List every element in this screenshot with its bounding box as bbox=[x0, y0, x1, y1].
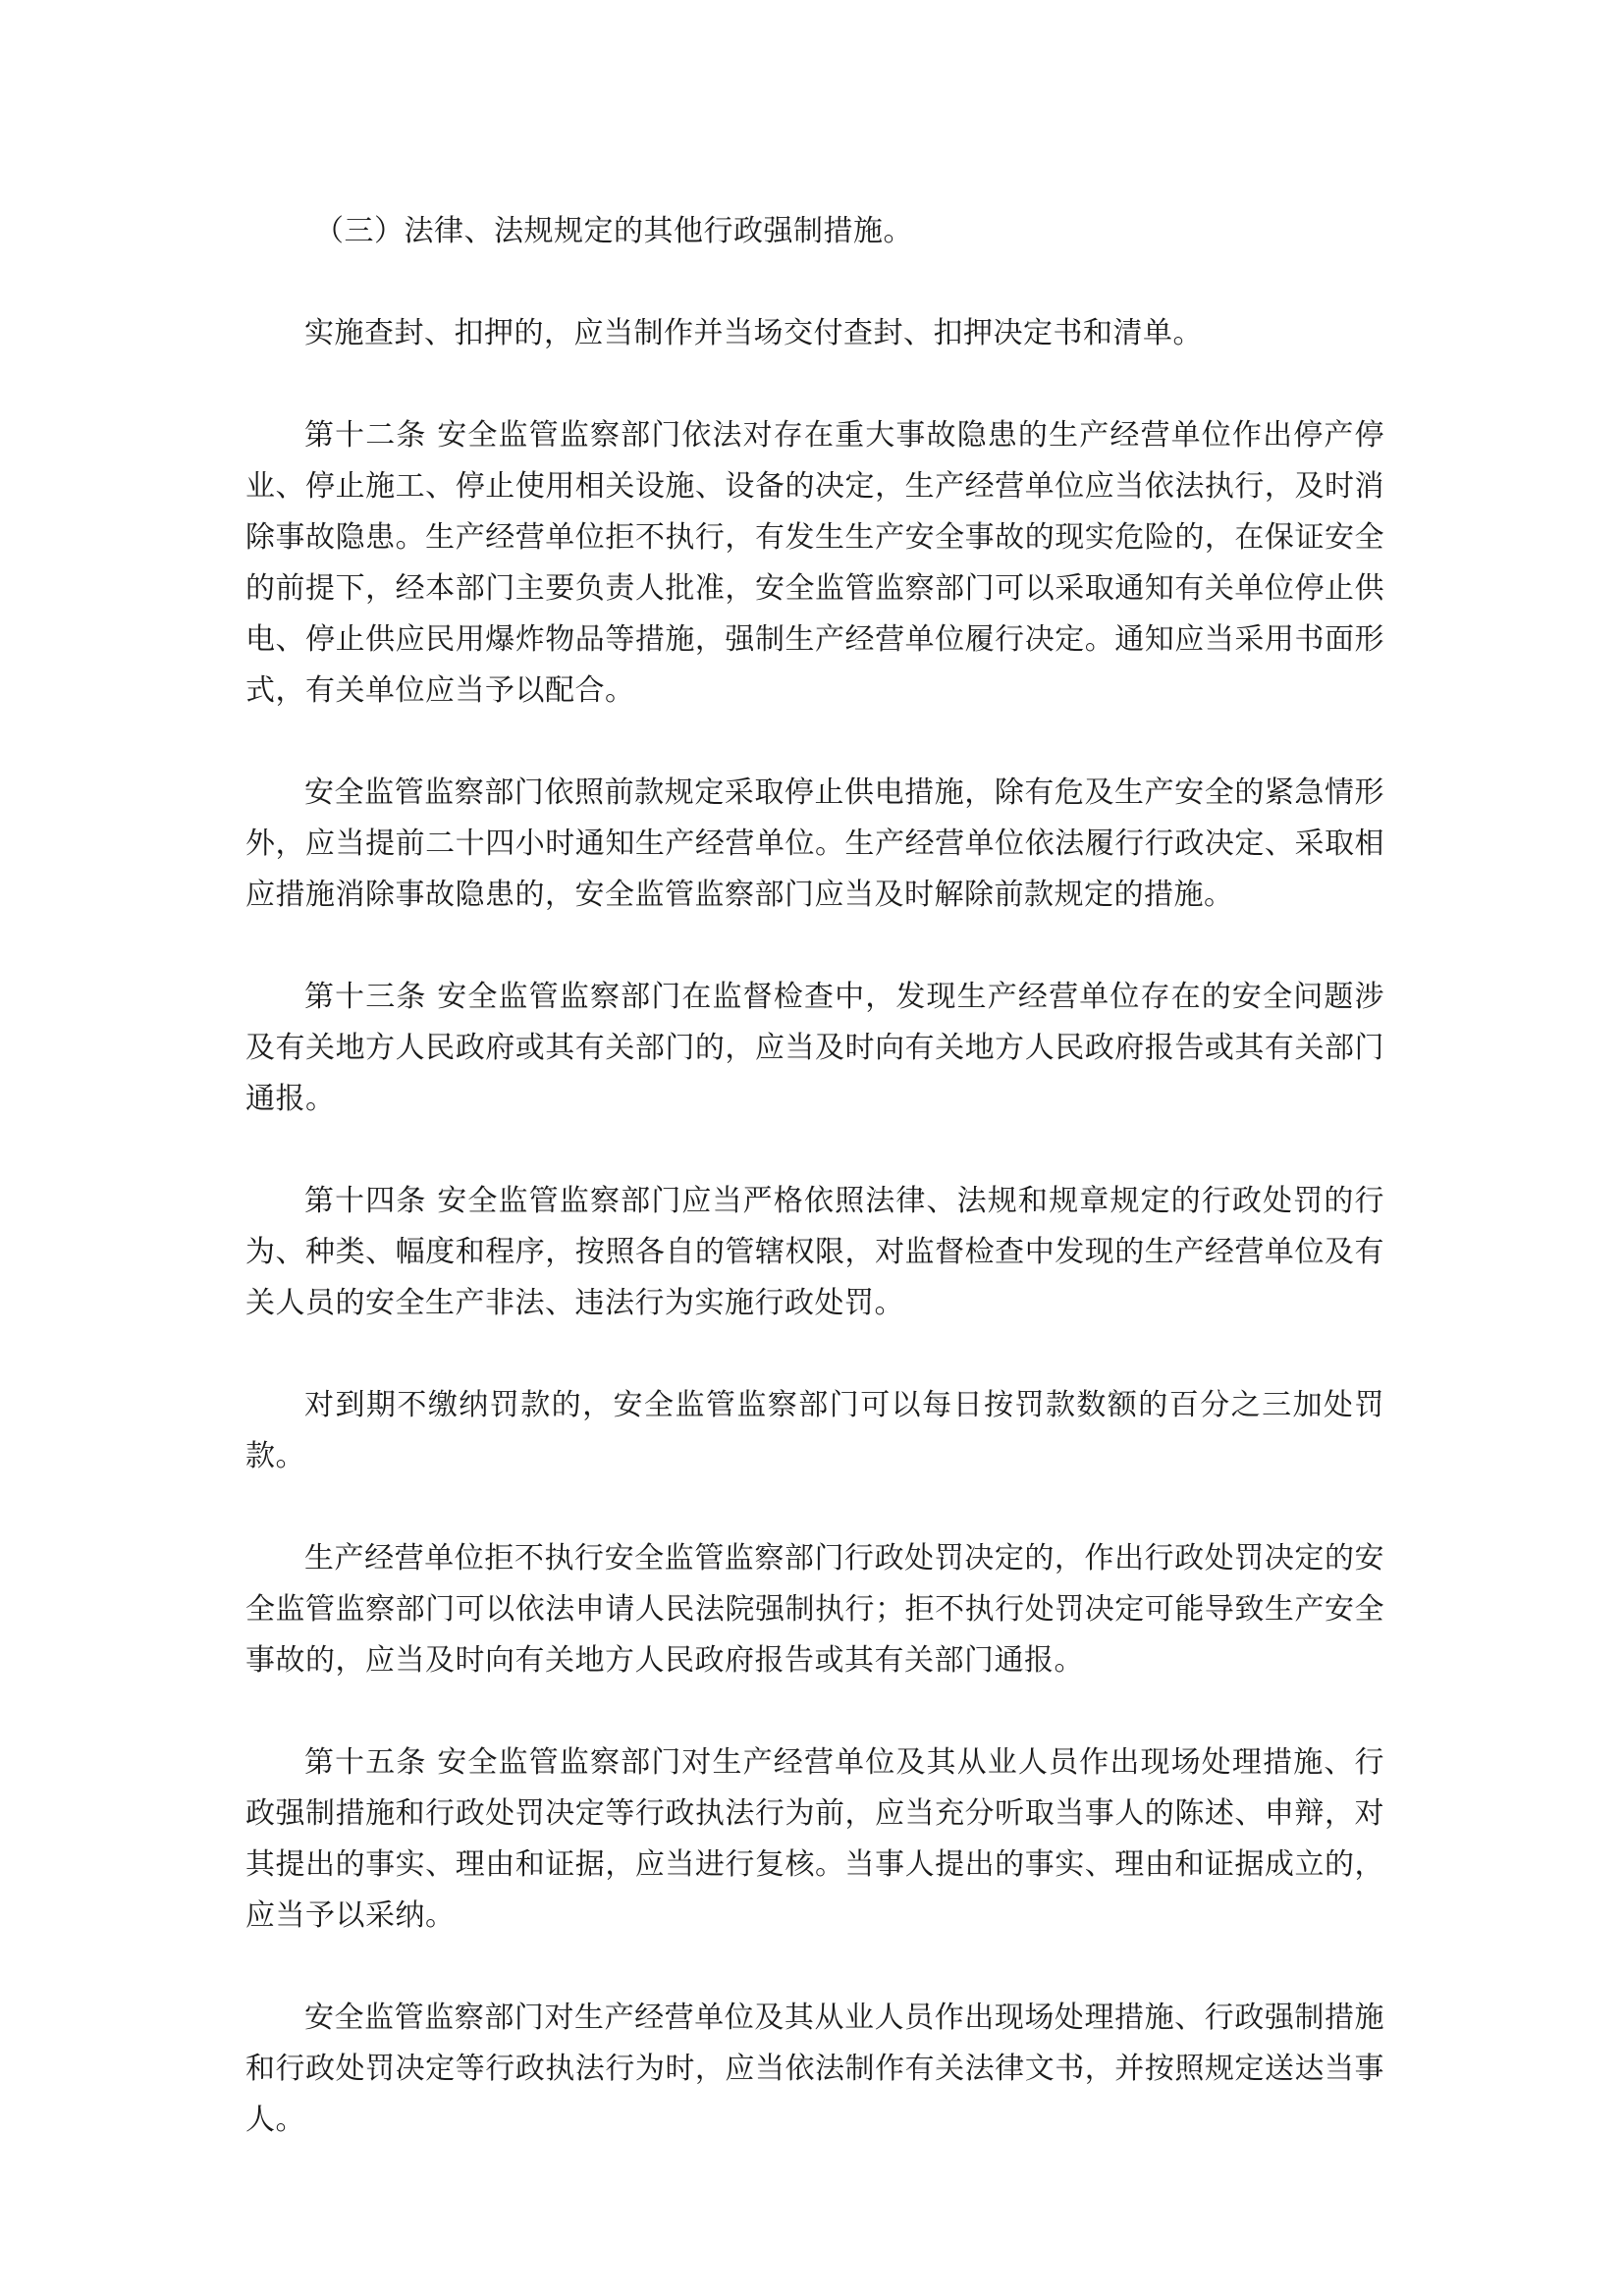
paragraph-article-13: 第十三条 安全监管监察部门在监督检查中，发现生产经营单位存在的安全问题涉及有关地方人民政府或其有关部门的，应当及时向有关地方人民政府报告或其有关部门通报。 bbox=[245, 980, 1384, 1116]
paragraph-article-15: 第十五条 安全监管监察部门对生产经营单位及其从业人员作出现场处理措施、行政强制措施和行政处罚决定等行政执法行为前，应当充分听取当事人的陈述、申辩，对其提出的事实、理由和证据，应当进行复核。当事人提出的事实、理由和证据成立的，应当予以采纳。 bbox=[245, 1745, 1384, 1933]
paragraph-measure-3: （三）法律、法规规定的其他行政强制措施。 bbox=[314, 214, 913, 248]
paragraph-article-14-enforcement: 生产经营单位拒不执行安全监管监察部门行政处罚决定的，作出行政处罚决定的安全监管监察部门可以依法申请人民法院强制执行；拒不执行处罚决定可能导致生产安全事故的，应当及时向有关地方人民政府报告或其有关部门通报。 bbox=[245, 1541, 1384, 1678]
paragraph-article-12: 第十二条 安全监管监察部门依法对存在重大事故隐患的生产经营单位作出停产停业、停止施工、停止使用相关设施、设备的决定，生产经营单位应当依法执行，及时消除事故隐患。生产经营单位拒不执行，有发生生产安全事故的现实危险的，在保证安全的前提下，经本部门主要负责人批准，安全监管监察部门可以采取通知有关单位停止供电、停止供应民用爆炸物品等措施，强制生产经营单位履行决定。通知应当采用书面形式，有关单位应当予以配合。 bbox=[245, 418, 1384, 708]
paragraph-article-12-power-cut: 安全监管监察部门依照前款规定采取停止供电措施，除有危及生产安全的紧急情形外，应当提前二十四小时通知生产经营单位。生产经营单位依法履行行政决定、采取相应措施消除事故隐患的，安全监管监察部门应当及时解除前款规定的措施。 bbox=[245, 775, 1384, 912]
paragraph-seizure: 实施查封、扣押的，应当制作并当场交付查封、扣押决定书和清单。 bbox=[304, 316, 1203, 350]
paragraph-article-14-fines: 对到期不缴纳罚款的，安全监管监察部门可以每日按罚款数额的百分之三加处罚款。 bbox=[245, 1388, 1384, 1473]
document-body bbox=[245, 206, 1384, 2197]
paragraph-article-15-documents: 安全监管监察部门对生产经营单位及其从业人员作出现场处理措施、行政强制措施和行政处罚决定等行政执法行为时，应当依法制作有关法律文书，并按照规定送达当事人。 bbox=[245, 2001, 1384, 2137]
paragraph-article-14: 第十四条 安全监管监察部门应当严格依照法律、法规和规章规定的行政处罚的行为、种类、幅度和程序，按照各自的管辖权限，对监督检查中发现的生产经营单位及有关人员的安全生产非法、违法行为实施行政处罚。 bbox=[245, 1184, 1384, 1320]
